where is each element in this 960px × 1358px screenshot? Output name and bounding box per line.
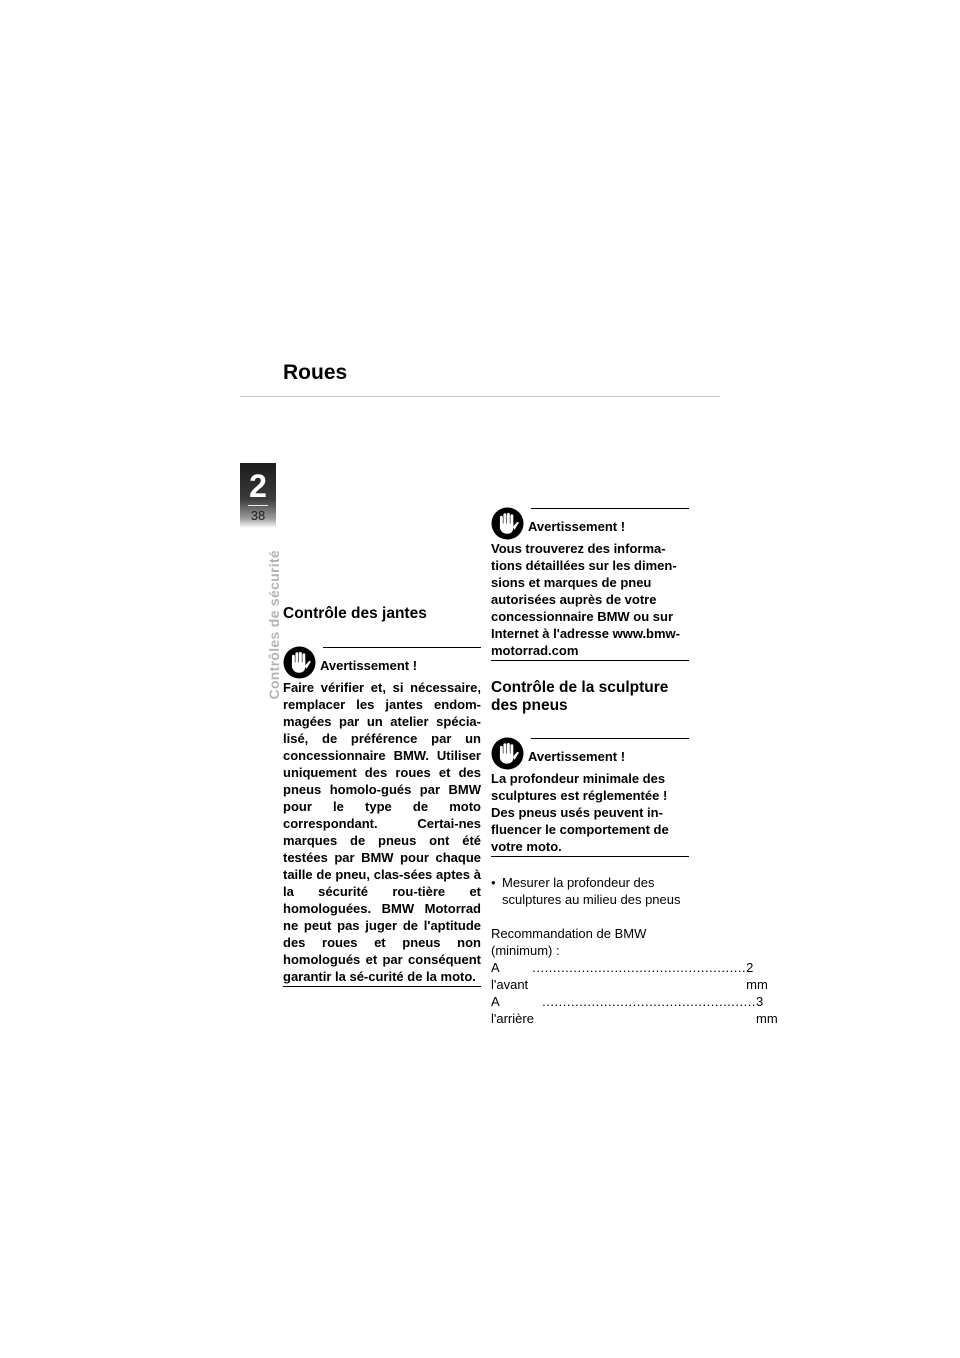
stop-hand-icon <box>491 737 524 770</box>
page-number: 38 <box>250 508 266 523</box>
row-leader-dots: .................................................... <box>533 994 756 1009</box>
chapter-number: 2 <box>249 468 267 504</box>
row-leader-dots: .................................................... <box>528 960 747 975</box>
stop-hand-icon <box>491 507 524 540</box>
warning-label: Avertissement ! <box>528 519 626 534</box>
warning-label: Avertissement ! <box>528 749 626 764</box>
warning-text: Vous trouverez des informa-tions détaillées sur les dimen-sions et marques de pneu autorisées auprès de votre concessionnaire BMW ou sur Internet à l'adresse www.bmw-motorrad.com <box>491 541 680 658</box>
warning-box <box>491 508 689 661</box>
instruction-bullet <box>491 874 689 908</box>
tread-check-heading: Contrôle de la sculpture des pneus <box>491 679 669 714</box>
recommendation-text: Recommandation de BMW (minimum) : <box>491 926 647 958</box>
bullet-dot: • <box>491 875 496 890</box>
left-column <box>283 605 481 987</box>
warning-box <box>491 738 689 857</box>
title-divider <box>240 396 720 397</box>
row-value: 2 mm <box>746 960 768 992</box>
page-title: Roues <box>283 361 348 384</box>
row-label: A l'arrière <box>491 994 534 1026</box>
tread-row-front <box>491 959 768 993</box>
warning-text: Faire vérifier et, si nécessaire, remplacer les jantes endom-magées par un atelier spécia-lisé, de préférence par un concessionnaire BMW. Utiliser uniquement des roues et des pneus homolo-gués par BMW pour le type de moto correspondant. Certai-nes marques de pneus ont été testées par BMW pour chaque taille de pneu, clas-sées aptes à la sécurité rou-tière et homologuées. BMW Motorrad ne peut pas juger de l'aptitude des roues et pneus non homologués et par conséquent garantir la sé-curité de la moto. <box>283 680 481 984</box>
warning-box <box>283 647 481 987</box>
warning-header <box>491 508 689 540</box>
row-label: A l'avant <box>491 960 529 992</box>
bullet-text: Mesurer la profondeur des sculptures au milieu des pneus <box>502 875 681 907</box>
warning-top-rule <box>531 508 689 509</box>
warning-header <box>283 647 481 679</box>
warning-text: La profondeur minimale des sculptures est réglementée ! Des pneus usés peuvent in-fluencer le comportement de votre moto. <box>491 771 669 854</box>
chapter-tab <box>240 463 276 528</box>
rim-check-heading: Contrôle des jantes <box>283 605 427 622</box>
warning-header <box>491 738 689 770</box>
tread-row-rear <box>491 993 778 1027</box>
row-value: 3 mm <box>755 994 778 1026</box>
chapter-divider <box>248 505 268 506</box>
stop-hand-icon <box>283 646 316 679</box>
warning-label: Avertissement ! <box>320 658 418 673</box>
warning-top-rule <box>531 738 689 739</box>
chapter-side-label: Contrôles de sécurité <box>266 550 282 700</box>
warning-top-rule <box>323 647 481 648</box>
right-column <box>491 508 778 1027</box>
